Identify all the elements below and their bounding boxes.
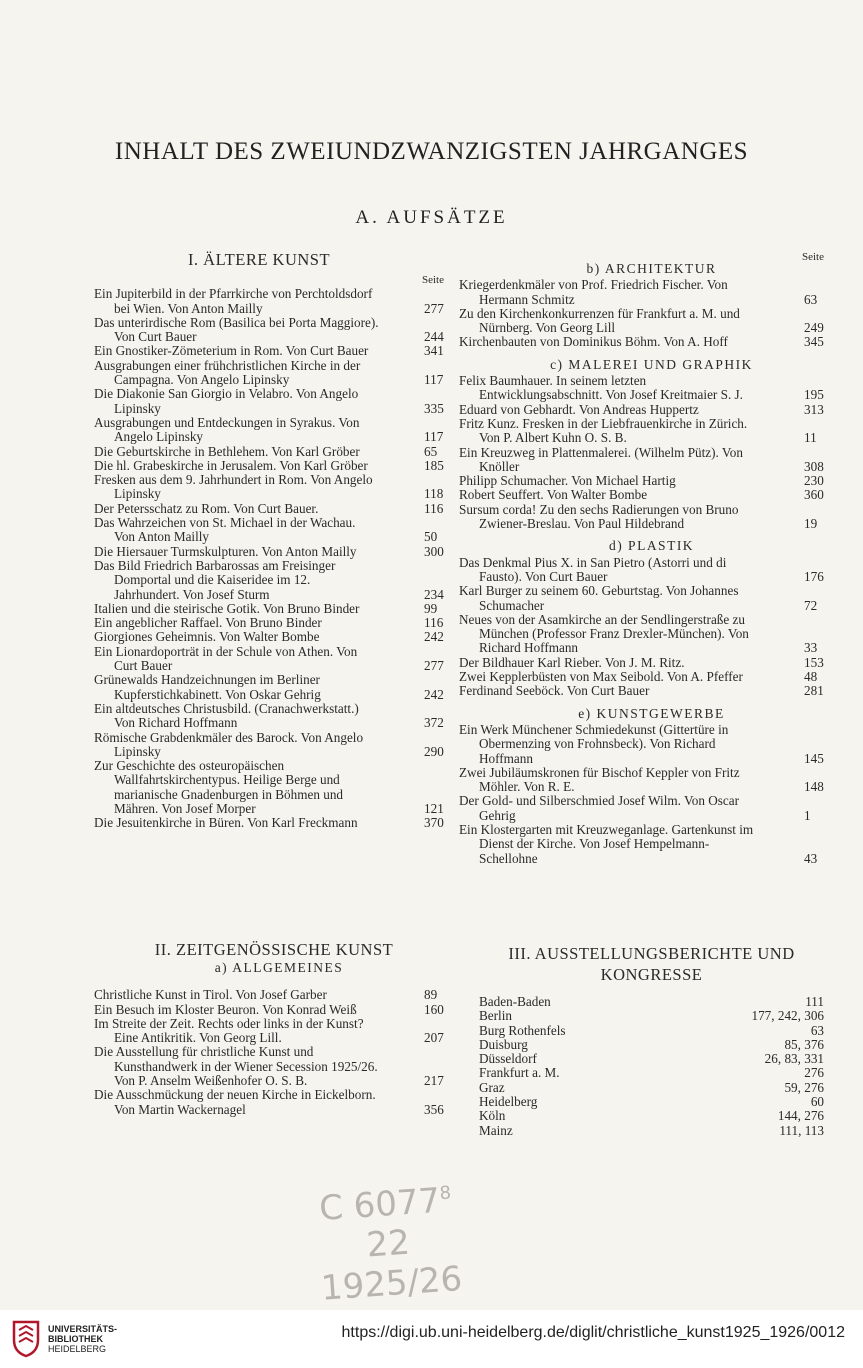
entry-page-number: 26, 83, 331 (762, 1052, 824, 1066)
entry-page-number: 313 (804, 401, 824, 417)
entry-page-number: 345 (804, 334, 824, 350)
toc-entry (459, 487, 824, 503)
city-entry (479, 1038, 824, 1052)
entry-page-number: 370 (424, 815, 444, 831)
entry-page-number: 11 (821, 431, 824, 445)
city-entry (479, 1124, 824, 1138)
entry-title: Ein Jupiterbild in der Pfarrkirche von Perchtoldsdorf bei Wien. Von Anton Mailly (94, 286, 373, 316)
entry-title: Die hl. Grabeskirche in Jerusalem. Von Karl Gröber (94, 457, 368, 473)
toc-entry (459, 683, 824, 699)
entry-title: Ein Besuch im Kloster Beuron. Von Konrad Weiß (94, 1001, 357, 1017)
toc-entry (94, 472, 444, 502)
toc-entry (94, 343, 444, 359)
entry-page-number: 59, 276 (781, 1081, 824, 1095)
city-entry (479, 1109, 824, 1123)
toc-entry (459, 501, 824, 532)
ausstellungsberichte-title: III. AUSSTELLUNGSBERICHTE UND KONGRESSE (508, 944, 795, 984)
entry-title: Sursum corda! Zu den sechs Radierungen von Bruno Zwiener-Breslau. Von Paul Hildebrand (459, 501, 739, 532)
entry-title: Die Diakonie San Giorgio in Velabro. Von Angelo Lipinsky (94, 386, 359, 416)
entry-page-number: 116 (424, 500, 444, 516)
entry-page-number: 234 (424, 586, 444, 602)
entry-page-number: 116 (424, 615, 444, 631)
seite-label-right: Seite (802, 251, 824, 263)
entry-title: Ausgrabungen und Entdeckungen in Syrakus. Von Angelo Lipinsky (94, 414, 360, 445)
entry-page-number: 195 (804, 387, 824, 403)
entry-title: Das Denkmal Pius X. in San Pietro (Astorri und di Fausto). Von Curt Bauer (459, 554, 727, 584)
logo-line-1: UNIVERSITÄTS- (48, 1324, 118, 1334)
toc-entry (94, 1015, 444, 1046)
entry-page-number: 360 (804, 487, 824, 503)
toc-entry (94, 286, 444, 316)
entry-title: Kriegerdenkmäler von Prof. Friedrich Fischer. Von Hermann Schmitz (459, 277, 728, 307)
city-entry (479, 1009, 824, 1023)
entry-title: Der Petersschatz zu Rom. Von Curt Bauer. (94, 500, 319, 516)
entry-title: Köln (479, 1108, 506, 1124)
logo-line-2: BIBLIOTHEK (48, 1334, 103, 1344)
library-seal-icon (10, 1318, 42, 1358)
entry-title: Mainz (479, 1122, 513, 1138)
toc-entry (94, 357, 444, 388)
entry-title: Neues von der Asamkirche an der Sendlingerstraße zu München (Professor Franz Drexler-München). Von Richard Hoffmann (459, 611, 749, 656)
entry-page-number: 1 (821, 809, 824, 823)
toc-entry (94, 672, 444, 702)
shelfmark-line-3: 1925/26 (319, 1259, 464, 1310)
entry-title: Graz (479, 1079, 505, 1095)
entry-page-number: 89 (441, 988, 444, 1002)
toc-entry (459, 583, 824, 613)
entry-page-number: 118 (424, 486, 444, 502)
entry-title: Ein angeblicher Raffael. Von Bruno Binder (94, 615, 322, 631)
city-entry (479, 1066, 824, 1080)
entry-page-number: 207 (424, 1030, 444, 1046)
entry-page-number: 276 (801, 1066, 824, 1080)
toc-entry (94, 700, 444, 731)
allgemeines-entry-list (94, 987, 444, 1117)
entry-title: Zwei Kepplerbüsten von Max Seibold. Von A. Pfeffer (459, 669, 743, 685)
entry-title: Das Wahrzeichen von St. Michael in der Wachau. Von Anton Mailly (94, 515, 356, 545)
entry-title: Ein altdeutsches Christusbild. (Cranachwerkstatt.) Von Richard Hoffmann (94, 700, 359, 731)
entry-page-number: 63 (821, 293, 824, 307)
entry-page-number: 290 (424, 743, 444, 759)
library-name (48, 1324, 117, 1354)
toc-entry (94, 1001, 444, 1017)
entry-page-number: 160 (424, 1001, 444, 1017)
entry-page-number: 300 (424, 543, 444, 559)
shelfmark-superscript: 8 (438, 1182, 452, 1205)
entry-title: Die Jesuitenkirche in Büren. Von Karl Freckmann (94, 815, 358, 831)
entry-page-number: 99 (441, 602, 444, 616)
toc-entry (94, 600, 444, 616)
entry-page-number: 177, 242, 306 (748, 1009, 824, 1023)
entry-page-number: 277 (424, 300, 444, 316)
entry-page-number: 308 (804, 458, 824, 474)
seite-label-left: Seite (422, 274, 444, 286)
entry-page-number: 117 (424, 372, 444, 388)
entry-title: Eduard von Gebhardt. Von Andreas Huppertz (459, 401, 699, 417)
entry-page-number: 277 (424, 658, 444, 674)
entry-title: Ferdinand Seeböck. Von Curt Bauer (459, 683, 650, 699)
toc-entry (459, 305, 824, 336)
entry-title: Giorgiones Geheimnis. Von Walter Bombe (94, 629, 320, 645)
footer-bar (0, 1310, 863, 1368)
toc-entry (94, 987, 444, 1003)
entry-title: Burg Rothenfels (479, 1022, 566, 1038)
subsection-heading: d) PLASTIK (608, 538, 695, 554)
entry-page-number: 185 (424, 457, 444, 473)
toc-entry (459, 277, 824, 307)
entry-page-number: 148 (804, 779, 824, 795)
entry-page-number: 43 (821, 852, 824, 866)
toc-entry (94, 557, 444, 602)
entry-page-number: 230 (804, 473, 824, 489)
entry-page-number: 244 (424, 329, 444, 345)
toc-entry (94, 515, 444, 545)
entry-title: Christliche Kunst in Tirol. Von Josef Garber (94, 987, 327, 1003)
page-url-link[interactable]: https://digi.ub.uni-heidelberg.de/diglit/christliche_kunst1925_1926/0012 (341, 1324, 845, 1341)
toc-entry (459, 721, 824, 766)
toc-entry (459, 401, 824, 417)
entry-title: Frankfurt a. M. (479, 1065, 560, 1081)
toc-entry (94, 729, 444, 760)
entry-page-number: 60 (808, 1095, 824, 1109)
toc-entry (94, 1087, 444, 1117)
entry-page-number: 144, 276 (775, 1109, 824, 1123)
city-entry (479, 1081, 824, 1095)
toc-entry (94, 314, 444, 345)
toc-entry (94, 500, 444, 516)
handwritten-shelfmark (314, 1173, 462, 1309)
entry-title: Zu den Kirchenkonkurrenzen für Frankfurt a. M. und Nürnberg. Von Georg Lill (459, 305, 740, 336)
entry-page-number: 249 (804, 320, 824, 336)
entry-title: Zwei Jubiläumskronen für Bischof Keppler von Fritz Möhler. Von R. E. (459, 764, 740, 795)
entry-page-number: 372 (424, 715, 444, 731)
shelfmark-line-1: C 6077 (317, 1180, 442, 1229)
entry-title: Der Gold- und Silberschmied Josef Wilm. Von Oscar Gehrig (459, 793, 740, 823)
entry-page-number: 33 (821, 641, 824, 655)
entry-title: Felix Baumhauer. In seinem letzten Entwicklungsabschnitt. Von Josef Kreitmaier S. J. (459, 373, 743, 403)
toc-entry (94, 1044, 444, 1089)
entry-title: Italien und die steirische Gotik. Von Bruno Binder (94, 600, 360, 616)
section-title: A. AUFSÄTZE (355, 207, 508, 228)
entry-page-number: 72 (821, 599, 824, 613)
entry-page-number: 65 (441, 445, 444, 459)
entry-title: Berlin (479, 1008, 512, 1024)
entry-title: Römische Grabdenkmäler des Barock. Von Angelo Lipinsky (94, 729, 364, 759)
entry-title: Im Streite der Zeit. Rechts oder links in der Kunst? Eine Antikritik. Von Georg Lill. (94, 1015, 364, 1046)
toc-entry (94, 758, 444, 816)
entry-title: Robert Seuffert. Von Walter Bombe (459, 487, 648, 503)
entry-title: Düsseldorf (479, 1051, 537, 1067)
toc-entry (94, 443, 444, 459)
subsection-heading: c) MALEREI UND GRAPHIK (550, 356, 753, 372)
entry-page-number: 153 (804, 654, 824, 670)
entry-page-number: 356 (424, 1101, 444, 1117)
entry-title: Kirchenbauten von Dominikus Böhm. Von A. Hoff (459, 334, 728, 350)
toc-entry (94, 543, 444, 559)
entry-title: Ein Klostergarten mit Kreuzweganlage. Gartenkunst im Dienst der Kirche. Von Josef Hempelmann-Schellohne (459, 821, 754, 866)
left-entry-list (94, 286, 444, 831)
city-entry (479, 1095, 824, 1109)
library-logo[interactable] (10, 1318, 42, 1363)
entry-title: Ausgrabungen einer frühchristlichen Kirche in der Campagna. Von Angelo Lipinsky (94, 357, 361, 388)
toc-entry (459, 444, 824, 475)
entry-title: Ein Gnostiker-Zömeterium in Rom. Von Curt Bauer (94, 343, 369, 359)
toc-entry (94, 414, 444, 445)
toc-entry (94, 615, 444, 631)
city-entry (479, 995, 824, 1009)
entry-title: Philipp Schumacher. Von Michael Hartig (459, 473, 676, 489)
entry-title: Baden-Baden (479, 994, 551, 1009)
page-title: INHALT DES ZWEIUNDZWANZIGSTEN JAHRGANGES (114, 138, 749, 165)
entry-title: Heidelberg (479, 1094, 538, 1110)
entry-page-number: 19 (821, 517, 824, 531)
entry-title: Karl Burger zu seinem 60. Geburtstag. Von Johannes Schumacher (459, 583, 739, 613)
entry-title: Grünewalds Handzeichnungen im Berliner Kupferstichkabinett. Von Oskar Gehrig (94, 672, 321, 702)
toc-entry (459, 373, 824, 403)
entry-page-number: 242 (424, 686, 444, 702)
zeitgenoessische-title: II. ZEITGENÖSSISCHE KUNST (154, 940, 394, 959)
entry-page-number: 217 (424, 1073, 444, 1089)
entry-title: Das Bild Friedrich Barbarossas am Freisinger Domportal und die Kaiseridee im 12. Jahrhundert. Von Josef Sturm (94, 557, 336, 602)
toc-entry (94, 629, 444, 645)
entry-title: Ein Werk Münchener Schmiedekunst (Gittertüre in Obermenzing von Frohnsbeck). Von Richard Hoffmann (459, 721, 729, 766)
left-section-title: I. ÄLTERE KUNST (187, 250, 331, 269)
entry-page-number: 242 (424, 629, 444, 645)
entry-page-number: 145 (804, 750, 824, 766)
entry-page-number: 176 (804, 568, 824, 584)
toc-entry (459, 669, 824, 685)
toc-entry (94, 815, 444, 831)
right-column (459, 251, 824, 866)
entry-title: Ein Kreuzweg in Plattenmalerei. (Wilhelm Pütz). Von Knöller (459, 444, 743, 474)
entry-title: Die Hiersauer Turmskulpturen. Von Anton Mailly (94, 543, 357, 559)
toc-entry (459, 554, 824, 585)
entry-page-number: 48 (821, 670, 824, 684)
toc-entry (459, 821, 824, 866)
entry-title: Fresken aus dem 9. Jahrhundert in Rom. Von Angelo Lipinsky (94, 472, 373, 502)
subsection-heading: b) ARCHITEKTUR (586, 261, 717, 276)
entry-page-number: 341 (424, 343, 444, 359)
toc-entry (94, 386, 444, 416)
city-entry (479, 1024, 824, 1038)
entry-page-number: 111 (802, 995, 824, 1009)
entry-title: Die Ausschmückung der neuen Kirche in Eickelborn. Von Martin Wackernagel (94, 1087, 376, 1117)
logo-line-3: HEIDELBERG (48, 1344, 107, 1354)
subsection-heading: e) KUNSTGEWERBE (578, 705, 725, 721)
entry-page-number: 63 (808, 1024, 824, 1038)
toc-entry (459, 654, 824, 670)
entry-title: Die Geburtskirche in Bethlehem. Von Karl Gröber (94, 443, 360, 459)
entry-title: Zur Geschichte des osteuropäischen Wallfahrtskirchentypus. Heilige Berge und marianische Gnadenburgen in Böhmen und Mähren. Von Josef Morper (94, 758, 344, 816)
entry-page-number: 121 (424, 800, 444, 816)
entry-page-number: 50 (441, 530, 444, 544)
toc-entry (94, 643, 444, 674)
toc-entry (459, 611, 824, 656)
entry-title: Der Bildhauer Karl Rieber. Von J. M. Ritz. (459, 654, 685, 670)
cities-entry-list (479, 995, 824, 1138)
entry-page-number: 117 (424, 429, 444, 445)
allgemeines-subtitle: a) ALLGEMEINES (214, 960, 344, 975)
toc-entry (459, 415, 824, 446)
toc-entry (459, 473, 824, 489)
shelfmark-line-2: 22 (365, 1222, 412, 1266)
city-entry (479, 1052, 824, 1066)
toc-entry (459, 764, 824, 795)
entry-title: Fritz Kunz. Fresken in der Liebfrauenkirche in Zürich. Von P. Albert Kuhn O. S. B. (459, 415, 748, 446)
right-section-list (459, 261, 824, 866)
entry-page-number: 281 (804, 683, 824, 699)
left-column-2 (94, 940, 444, 1117)
toc-entry (459, 334, 824, 350)
entry-title: Ein Lionardoporträt in der Schule von Athen. Von Curt Bauer (94, 643, 358, 674)
entry-page-number: 111, 113 (776, 1124, 824, 1138)
left-column (94, 250, 444, 831)
entry-title: Die Ausstellung für christliche Kunst und Kunsthandwerk in der Wiener Secession 1925/26. Von P. Anselm Weißenhofer O. S. B. (94, 1044, 378, 1089)
entry-page-number: 85, 376 (781, 1038, 824, 1052)
entry-title: Das unterirdische Rom (Basilica bei Porta Maggiore). Von Curt Bauer (94, 314, 379, 345)
entry-title: Duisburg (479, 1036, 528, 1052)
right-column-2 (479, 943, 824, 1138)
toc-entry (94, 457, 444, 473)
entry-page-number: 335 (424, 400, 444, 416)
toc-entry (459, 793, 824, 823)
